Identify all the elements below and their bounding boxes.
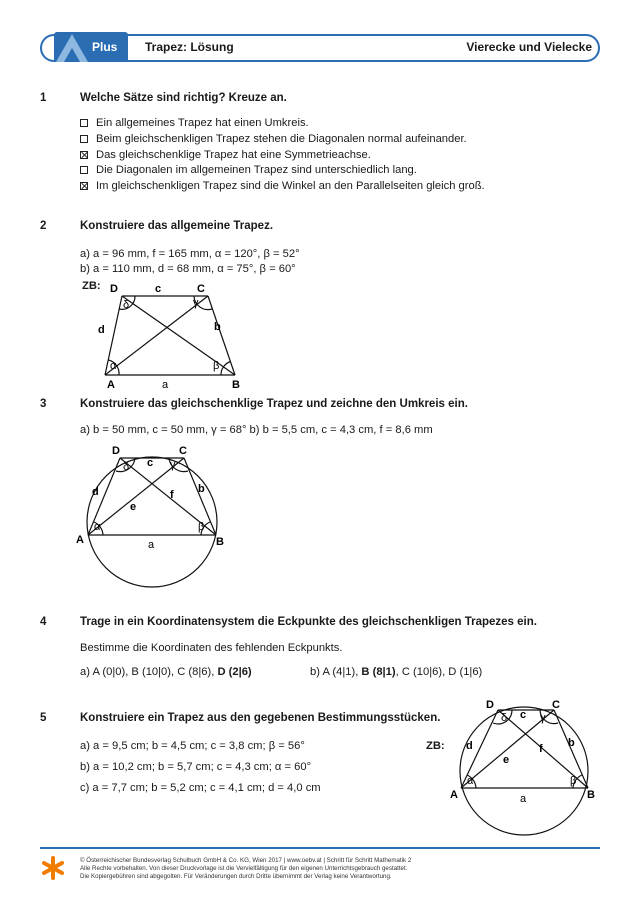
page-title: Trapez: Lösung — [145, 40, 234, 54]
side-a: a — [520, 793, 527, 805]
checkbox-label: Beim gleichschenkligen Trapez stehen die Diagonalen normal aufeinander. — [96, 133, 467, 145]
vertex-B: B — [232, 379, 240, 391]
checkbox-item[interactable] — [80, 164, 417, 176]
task-question: Konstruiere das gleichschenklige Trapez und zeichne den Umkreis ein. — [80, 398, 468, 410]
task-number: 2 — [40, 220, 47, 232]
isosceles-trapezoid-circumcircle-diagram — [72, 440, 242, 588]
task-number: 4 — [40, 616, 47, 628]
checkbox-icon[interactable] — [80, 135, 88, 143]
checked-box-icon[interactable] — [80, 182, 88, 190]
vertex-C: C — [179, 445, 187, 457]
task-question: Welche Sätze sind richtig? Kreuze an. — [80, 92, 287, 104]
angle-alpha: α — [110, 360, 117, 372]
task-question: Konstruiere das allgemeine Trapez. — [80, 220, 274, 232]
footer-rule — [40, 847, 600, 849]
task-given: a) b = 50 mm, c = 50 mm, γ = 68° b) b = 5,5 cm, c = 4,3 cm, f = 8,6 mm — [80, 424, 433, 436]
footer-copyright: © Österreichischer Bundesverlag Schulbuch GmbH & Co. KG, Wien 2017 | www.oebv.at | Schritt für Schritt Mathematik 2 Alle Rechte vorbehalten. Von dieser Druckvorlage ist die Vervielfältigung für den eigenen Unterrichtsgebrauch gestattet. Die Kopiergebühren sind abgegolten. Für Veränderungen durch Dritte übernimmt der Verlag keine Verantwortung. — [80, 857, 412, 880]
checkbox-item[interactable] — [80, 117, 309, 129]
publisher-logo — [50, 28, 130, 68]
example-label: ZB: — [82, 280, 101, 292]
logo-text: Plus — [92, 40, 118, 54]
angle-delta: δ — [501, 712, 508, 724]
checked-box-icon[interactable] — [80, 151, 88, 159]
side-c: c — [520, 709, 527, 721]
task-sub: Bestimme die Koordinaten des fehlenden Eckpunkts. — [80, 642, 343, 654]
task-answer-a: a) A (0|0), B (10|0), C (8|6), D (2|6) — [80, 666, 252, 678]
vertex-A: A — [76, 534, 84, 546]
diagonal-e: e — [130, 501, 137, 513]
vertex-B: B — [587, 789, 595, 801]
page-topic: Vierecke und Vielecke — [466, 40, 592, 54]
publisher-star-icon — [40, 855, 66, 881]
side-d: d — [466, 740, 473, 752]
side-c: c — [147, 457, 154, 469]
task-number: 1 — [40, 92, 47, 104]
checkbox-icon[interactable] — [80, 119, 88, 127]
angle-gamma: γ — [170, 459, 176, 471]
checkbox-item[interactable] — [80, 180, 485, 192]
example-label: ZB: — [426, 740, 445, 752]
vertex-C: C — [197, 283, 205, 295]
vertex-D: D — [112, 445, 120, 457]
checkbox-label: Ein allgemeines Trapez hat einen Umkreis. — [96, 117, 309, 129]
trapezoid-diagram — [90, 278, 260, 393]
vertex-B: B — [216, 536, 224, 548]
task-given-a: a) a = 96 mm, f = 165 mm, α = 120°, β = 52° — [80, 248, 300, 260]
task-answer-b: b) A (4|1), B (8|1), C (10|6), D (1|6) — [310, 666, 483, 678]
side-b: b — [198, 483, 205, 495]
checkbox-item[interactable] — [80, 149, 371, 161]
task-question: Konstruiere ein Trapez aus den gegebenen Bestimmungsstücken. — [80, 712, 441, 724]
answer-highlight: B (8|1) — [361, 666, 396, 678]
task-given-c: c) a = 7,7 cm; b = 5,2 cm; c = 4,1 cm; d = 4,0 cm — [80, 782, 321, 794]
checkbox-icon[interactable] — [80, 166, 88, 174]
task-number: 3 — [40, 398, 47, 410]
angle-delta: δ — [123, 299, 130, 311]
diagonal-f: f — [539, 743, 543, 755]
checkbox-item[interactable] — [80, 133, 467, 145]
side-c: c — [155, 283, 162, 295]
angle-beta: β — [198, 521, 205, 533]
checkbox-label: Im gleichschenkligen Trapez sind die Winkel an den Parallelseiten gleich groß. — [96, 180, 485, 192]
angle-beta: β — [213, 360, 220, 372]
task-given-a: a) a = 9,5 cm; b = 4,5 cm; c = 3,8 cm; β = 56° — [80, 740, 305, 752]
task-number: 5 — [40, 712, 47, 724]
diagonal-e: e — [503, 754, 510, 766]
angle-delta: δ — [123, 461, 130, 473]
side-b: b — [214, 321, 221, 333]
checkbox-label: Die Diagonalen im allgemeinen Trapez sind unterschiedlich lang. — [96, 164, 417, 176]
vertex-D: D — [110, 283, 118, 295]
angle-beta: β — [570, 775, 577, 787]
task-given-b: b) a = 10,2 cm; b = 5,7 cm; c = 4,3 cm; α = 60° — [80, 761, 312, 773]
side-d: d — [92, 486, 99, 498]
vertex-D: D — [486, 699, 494, 711]
side-a: a — [148, 539, 155, 551]
answer-highlight: D (2|6) — [217, 666, 252, 678]
diagonal-f: f — [170, 489, 174, 501]
angle-alpha: α — [94, 521, 101, 533]
angle-alpha: α — [467, 775, 474, 787]
side-a: a — [162, 379, 169, 391]
angle-gamma: γ — [540, 712, 546, 724]
vertex-C: C — [552, 699, 560, 711]
trapezoid-circumcircle-diagram — [446, 696, 606, 836]
task-question: Trage in ein Koordinatensystem die Eckpunkte des gleichschenkligen Trapezes ein. — [80, 616, 537, 628]
angle-gamma: γ — [193, 297, 199, 309]
task-given-b: b) a = 110 mm, d = 68 mm, α = 75°, β = 60° — [80, 263, 296, 275]
side-b: b — [568, 737, 575, 749]
side-d: d — [98, 324, 105, 336]
vertex-A: A — [107, 379, 115, 391]
checkbox-label: Das gleichschenklige Trapez hat eine Symmetrieachse. — [96, 149, 371, 161]
vertex-A: A — [450, 789, 458, 801]
